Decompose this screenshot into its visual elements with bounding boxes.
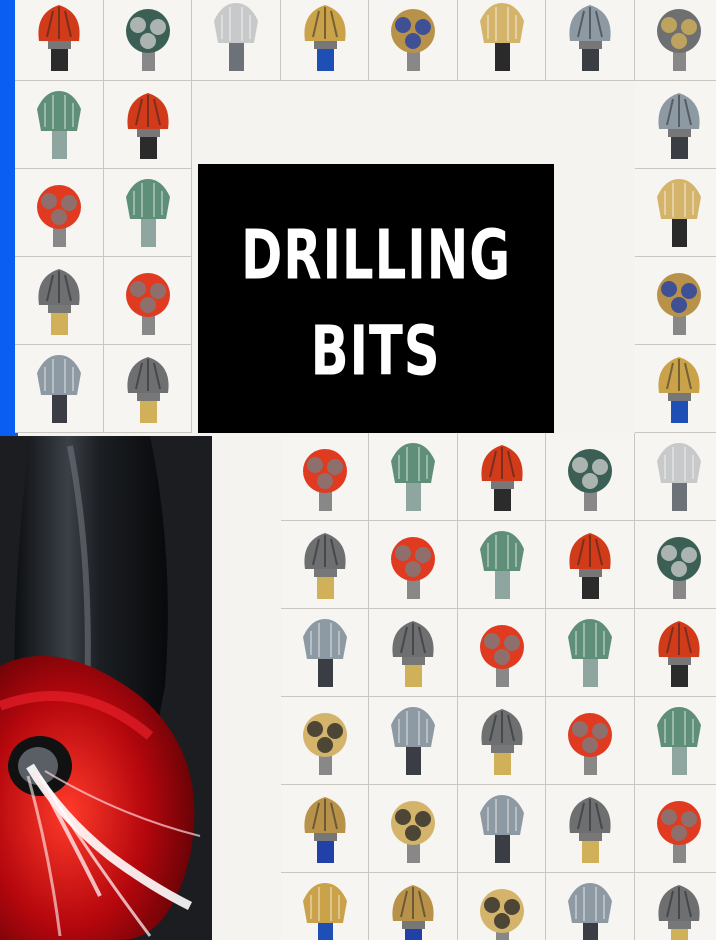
drill-bit-photo <box>369 521 458 609</box>
drill-bit-photo <box>458 0 547 81</box>
drill-bit-photo <box>458 873 547 940</box>
drill-bit-photo <box>458 521 547 609</box>
drill-bit-photo <box>369 609 458 697</box>
drill-bit-photo <box>104 257 193 345</box>
drill-bit-photo <box>635 433 716 521</box>
drill-bit-photo <box>458 433 547 521</box>
title-line-bits: BITS <box>311 310 441 391</box>
drill-bit-photo <box>104 0 193 81</box>
drill-bit-photo <box>546 697 635 785</box>
drill-bit-photo <box>281 609 370 697</box>
drill-bit-photo <box>635 697 716 785</box>
drill-bit-photo <box>635 169 716 257</box>
drill-bit-photo <box>635 521 716 609</box>
drill-bit-photo <box>104 81 193 169</box>
drill-bit-photo <box>635 345 716 433</box>
drill-bit-photo <box>635 0 716 81</box>
drill-bit-photo <box>458 697 547 785</box>
drill-bit-photo <box>369 433 458 521</box>
drill-bit-photo <box>458 609 547 697</box>
drill-bit-photo <box>635 785 716 873</box>
drill-bit-photo <box>369 873 458 940</box>
drill-bit-photo <box>281 873 370 940</box>
drill-bit-photo <box>369 0 458 81</box>
drill-bit-photo <box>369 697 458 785</box>
drill-bit-photo <box>281 697 370 785</box>
drill-bit-photo <box>281 0 370 81</box>
drill-bit-photo <box>369 785 458 873</box>
drill-bit-photo <box>546 785 635 873</box>
drill-bit-photo <box>546 521 635 609</box>
drill-bit-photo <box>15 81 104 169</box>
drill-bit-photo <box>546 609 635 697</box>
drill-bit-photo <box>635 257 716 345</box>
drill-bit-photo <box>458 785 547 873</box>
drill-bit-photo <box>546 873 635 940</box>
drill-bit-photo <box>635 873 716 940</box>
drill-bit-photo <box>281 521 370 609</box>
drill-bit-photo <box>546 433 635 521</box>
drill-bit-photo <box>281 433 370 521</box>
drill-bit-photo <box>104 345 193 433</box>
drill-bit-photo <box>281 785 370 873</box>
drill-bit-photo <box>635 81 716 169</box>
title-line-drilling: DRILLING <box>240 214 512 295</box>
drill-bit-photo <box>635 609 716 697</box>
drill-bit-photo <box>15 169 104 257</box>
drilling-hose-photo <box>0 436 212 940</box>
drill-bit-photo <box>104 169 193 257</box>
drill-bit-photo <box>15 345 104 433</box>
title-panel <box>198 164 554 433</box>
drill-bit-photo <box>192 0 281 81</box>
drill-bit-photo <box>15 0 104 81</box>
drill-bit-photo <box>546 0 635 81</box>
drill-bit-photo <box>15 257 104 345</box>
